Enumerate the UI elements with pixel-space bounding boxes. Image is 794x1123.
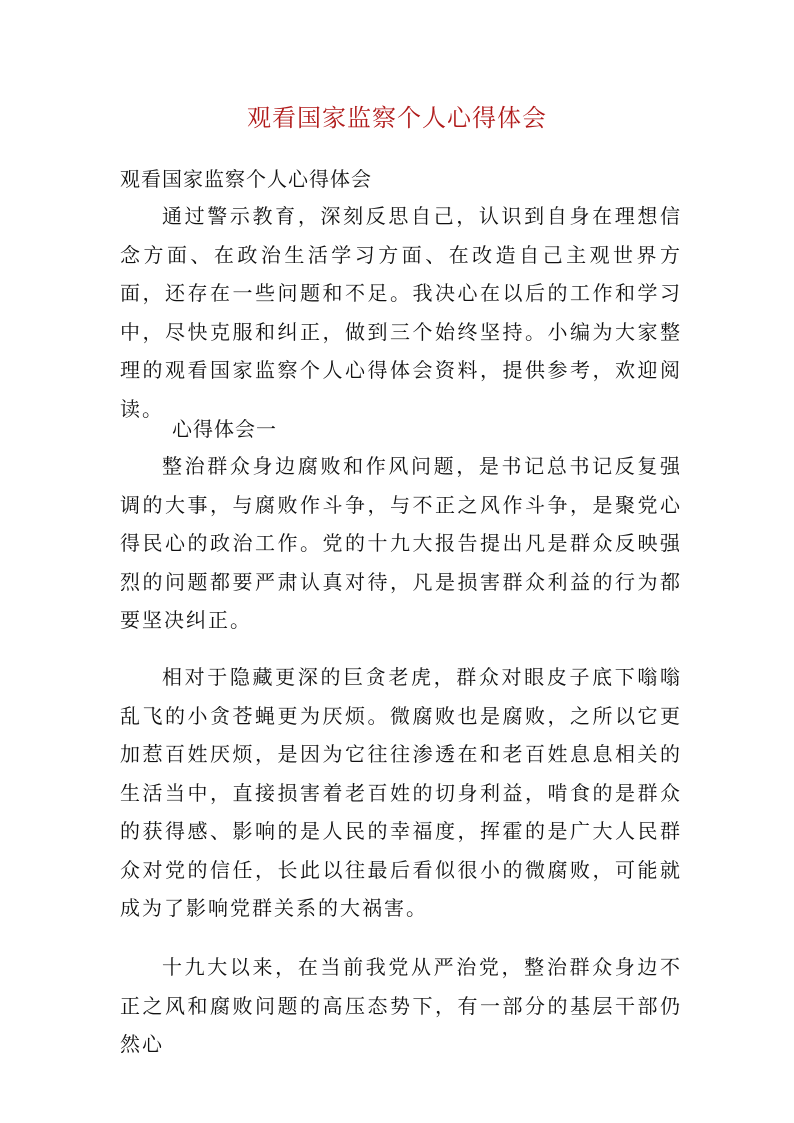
intro-paragraph: 通过警示教育，深刻反思自己，认识到自身在理想信念方面、在政治生活学习方面、在改造自己主观世界方面，还存在一些问题和不足。我决心在以后的工作和学习中，尽快克服和纠正，做到三个始终坚持。小编为大家整理的观看国家监察个人心得体会资料，提供参考，欢迎阅读。 [120, 204, 682, 421]
section-paragraph-2: 相对于隐藏更深的巨贪老虎，群众对眼皮子底下嗡嗡乱飞的小贪苍蝇更为厌烦。微腐败也是腐败，之所以它更加惹百姓厌烦，是因为它往往渗透在和老百姓息息相关的生活当中，直接损害着老百姓的切身利益，啃食的是群众的获得感、影响的是人民的幸福度，挥霍的是广大人民群众对党的信任，长此以往最后看似很小的微腐败，可能就成为了影响党群关系的大祸害。 [120, 665, 682, 920]
section-paragraph-1: 整治群众身边腐败和作风问题，是书记总书记反复强调的大事，与腐败作斗争，与不正之风作斗争，是聚党心得民心的政治工作。党的十九大报告提出凡是群众反映强烈的问题都要严肃认真对待，凡是损害群众利益的行为都要坚决纠正。 [120, 454, 682, 632]
document-subtitle: 观看国家监察个人心得体会 [120, 167, 372, 191]
section-paragraph-3: 十九大以来，在当前我党从严治党，整治群众身边不正之风和腐败问题的高压态势下，有一部分的基层干部仍然心 [120, 955, 682, 1056]
section-heading: 心得体会一 [172, 417, 277, 441]
document-title: 观看国家监察个人心得体会 [247, 104, 547, 132]
